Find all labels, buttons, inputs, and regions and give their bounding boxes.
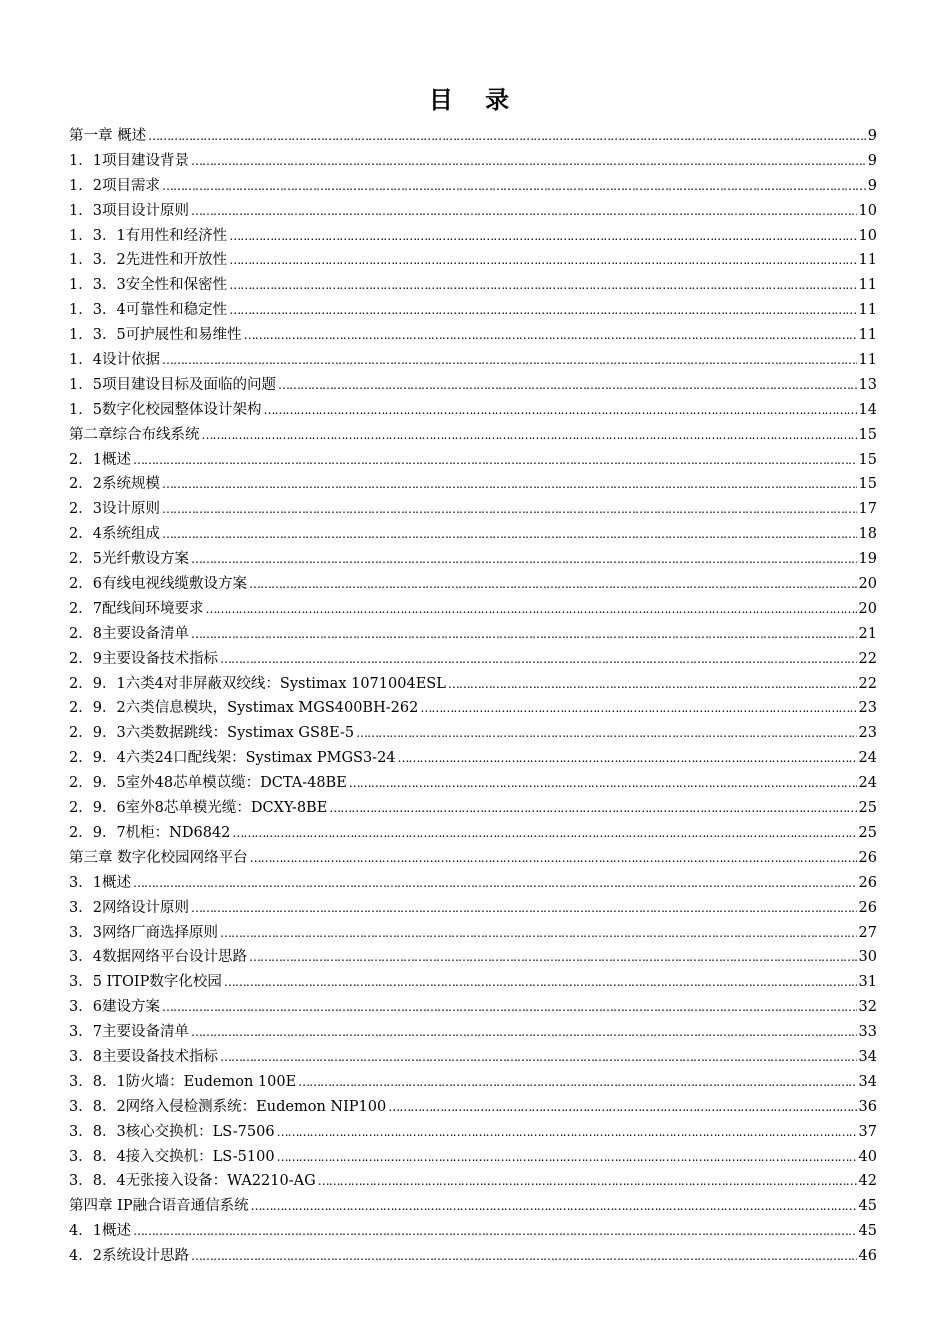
toc-page-number: 46 (858, 1248, 877, 1265)
toc-dot-leader (249, 572, 857, 597)
toc-entry-title: 2．1概述 (69, 451, 131, 468)
toc-entry-title: 2．9．2六类信息模块，Systimax MGS400BH-262 (69, 700, 419, 717)
toc-entry-title: 2．9．6室外8芯单模光缆：DCXY-8BE (69, 800, 328, 817)
toc-entry[interactable] (69, 796, 877, 821)
toc-entry[interactable] (69, 995, 877, 1020)
toc-entry[interactable] (69, 149, 877, 174)
toc-dot-leader (298, 1070, 856, 1095)
toc-page-number: 10 (858, 227, 877, 244)
toc-entry-title: 3．4数据网络平台设计思路 (69, 949, 247, 966)
toc-page-number: 19 (858, 551, 877, 568)
toc-dot-leader (191, 622, 857, 647)
toc-entry[interactable] (69, 522, 877, 547)
toc-page-number: 45 (858, 1223, 877, 1240)
toc-title: 目 录 (428, 85, 522, 114)
toc-page-number: 26 (858, 899, 877, 916)
toc-dot-leader (133, 871, 857, 896)
toc-dot-leader (205, 597, 856, 622)
toc-dot-leader (229, 298, 856, 323)
toc-page-number: 37 (858, 1123, 877, 1140)
toc-entry[interactable] (69, 871, 877, 896)
toc-entry-title: 3．8主要设备技术指标 (69, 1048, 218, 1065)
toc-page-number: 24 (858, 775, 877, 792)
toc-dot-leader (329, 796, 856, 821)
toc-entry[interactable] (69, 1045, 877, 1070)
toc-entry-title: 3．6建设方案 (69, 999, 160, 1016)
toc-entry-title: 第一章 概述 (69, 128, 147, 144)
toc-page-number: 26 (858, 874, 877, 891)
toc-page-number: 11 (858, 277, 877, 294)
toc-entry-title: 3．7主要设备清单 (69, 1024, 189, 1041)
toc-entry[interactable] (69, 721, 877, 746)
toc-entry[interactable] (69, 696, 877, 721)
toc-dot-leader (191, 149, 866, 174)
toc-dot-leader (191, 199, 857, 224)
toc-dot-leader (220, 1045, 857, 1070)
toc-page-number: 20 (858, 576, 877, 593)
toc-entry[interactable] (69, 373, 877, 398)
toc-page-number: 22 (858, 650, 877, 667)
toc-dot-leader (420, 696, 856, 721)
toc-entry[interactable] (69, 1120, 877, 1145)
toc-entry[interactable] (69, 1095, 877, 1120)
toc-page-number: 24 (858, 750, 877, 767)
toc-page-number: 25 (858, 800, 877, 817)
toc-dot-leader (388, 1095, 856, 1120)
toc-dot-leader (249, 945, 857, 970)
toc-page-number: 45 (858, 1198, 877, 1215)
toc-dot-leader (244, 323, 857, 348)
toc-page-number: 11 (858, 302, 877, 319)
toc-dot-leader (162, 472, 857, 497)
toc-dot-leader (263, 398, 856, 423)
toc-entry[interactable] (69, 597, 877, 622)
toc-page-number: 11 (858, 327, 877, 344)
toc-entry-title: 1．3．4可靠性和稳定性 (69, 302, 228, 319)
toc-dot-leader (202, 423, 857, 448)
toc-entry[interactable] (69, 1244, 877, 1269)
toc-entry-title: 3．8．4无张接入设备：WA2210-AG (69, 1173, 316, 1190)
toc-page-number: 20 (858, 600, 877, 617)
toc-dot-leader (191, 1244, 857, 1269)
toc-entry[interactable] (69, 572, 877, 597)
toc-dot-leader (229, 248, 856, 273)
toc-page-number: 31 (858, 974, 877, 991)
toc-entry-title: 2．9．1六类4对非屏蔽双绞线：Systimax 1071004ESL (69, 675, 446, 692)
toc-entry-title: 3．8．2网络入侵检测系统：Eudemon NIP100 (69, 1098, 387, 1115)
toc-page-number: 26 (858, 849, 877, 866)
toc-page-number: 9 (867, 177, 877, 194)
toc-page-number: 42 (858, 1173, 877, 1190)
toc-entry-title: 2．9．4六类24口配线架：Systimax PMGS3-24 (69, 750, 396, 767)
toc-entry[interactable] (69, 273, 877, 298)
toc-dot-leader (162, 522, 857, 547)
toc-list (69, 124, 877, 1269)
toc-page-number: 30 (858, 949, 877, 966)
toc-entry[interactable] (69, 472, 877, 497)
toc-page-number: 21 (858, 625, 877, 642)
toc-page-number: 27 (858, 924, 877, 941)
toc-page-number: 40 (858, 1148, 877, 1165)
toc-dot-leader (162, 174, 866, 199)
toc-dot-leader (220, 647, 857, 672)
toc-entry-title: 1．3．2先进性和开放性 (69, 252, 228, 269)
toc-page-number: 23 (858, 700, 877, 717)
toc-entry[interactable] (69, 622, 877, 647)
toc-entry-title: 第二章综合布线系统 (69, 426, 200, 443)
toc-entry[interactable] (69, 746, 877, 771)
toc-entry[interactable] (69, 547, 877, 572)
toc-entry[interactable] (69, 323, 877, 348)
toc-page-number: 11 (858, 352, 877, 369)
toc-entry[interactable] (69, 497, 877, 522)
toc-entry-title: 1．5数字化校园整体设计架构 (69, 401, 262, 418)
toc-dot-leader (191, 1020, 857, 1045)
toc-entry[interactable] (69, 647, 877, 672)
toc-page-number: 18 (858, 526, 877, 543)
toc-dot-leader (277, 1145, 857, 1170)
toc-entry[interactable] (69, 248, 877, 273)
toc-dot-leader (148, 124, 866, 149)
toc-entry-title: 2．5光纤敷设方案 (69, 551, 189, 568)
toc-entry-title: 第三章 数字化校园网络平台 (69, 849, 248, 866)
toc-entry-title: 2．6有线电视线缆敷设方案 (69, 576, 247, 593)
toc-page-number: 25 (858, 824, 877, 841)
toc-page-number: 13 (858, 376, 877, 393)
toc-page-number: 34 (858, 1073, 877, 1090)
toc-entry-title: 3．8．3核心交换机：LS-7506 (69, 1123, 275, 1140)
toc-entry[interactable] (69, 1194, 877, 1219)
toc-dot-leader (229, 224, 856, 249)
toc-dot-leader (224, 970, 857, 995)
toc-entry[interactable] (69, 174, 877, 199)
toc-page-number: 33 (858, 1024, 877, 1041)
toc-entry-title: 4．2系统设计思路 (69, 1248, 189, 1265)
toc-entry-title: 2．9主要设备技术指标 (69, 650, 218, 667)
toc-entry[interactable] (69, 1020, 877, 1045)
toc-entry-title: 1．4设计依据 (69, 352, 160, 369)
toc-entry[interactable] (69, 970, 877, 995)
toc-dot-leader (133, 448, 857, 473)
toc-dot-leader (229, 273, 856, 298)
toc-page-number: 14 (858, 401, 877, 418)
toc-page-number: 23 (858, 725, 877, 742)
toc-page-number: 22 (858, 675, 877, 692)
toc-entry-title: 3．1概述 (69, 874, 131, 891)
toc-entry[interactable] (69, 896, 877, 921)
toc-entry-title: 1．3项目设计原则 (69, 202, 189, 219)
toc-dot-leader (448, 672, 857, 697)
toc-page-number: 15 (858, 451, 877, 468)
toc-dot-leader (191, 896, 857, 921)
toc-entry-title: 2．2系统规模 (69, 476, 160, 493)
toc-entry-title: 2．9．5室外48芯单模苡缆：DCTA-48BE (69, 775, 347, 792)
toc-entry[interactable] (69, 448, 877, 473)
toc-entry-title: 3．8．1防火墙：Eudemon 100E (69, 1073, 297, 1090)
toc-dot-leader (220, 921, 857, 946)
toc-dot-leader (162, 995, 857, 1020)
toc-entry[interactable] (69, 1145, 877, 1170)
toc-entry-title: 2．4系统组成 (69, 526, 160, 543)
toc-entry[interactable] (69, 921, 877, 946)
toc-entry-title: 1．3．3安全性和保密性 (69, 277, 228, 294)
toc-dot-leader (398, 746, 857, 771)
toc-entry-title: 2．7配线间环境要求 (69, 600, 204, 617)
toc-entry[interactable] (69, 1070, 877, 1095)
toc-page-number: 36 (858, 1098, 877, 1115)
toc-dot-leader (232, 821, 856, 846)
toc-page-number: 11 (858, 252, 877, 269)
toc-entry-title: 2．9．7机柜：ND6842 (69, 824, 231, 841)
toc-entry-title: 3．8．4接入交换机：LS-5100 (69, 1148, 275, 1165)
toc-entry-title: 第四章 IP融合语音通信系统 (69, 1198, 249, 1215)
toc-dot-leader (191, 547, 857, 572)
toc-dot-leader (162, 348, 857, 373)
toc-dot-leader (356, 721, 856, 746)
toc-entry-title: 1．2项目需求 (69, 177, 160, 194)
toc-entry-title: 4．1概述 (69, 1223, 131, 1240)
toc-dot-leader (133, 1219, 857, 1244)
toc-entry[interactable] (69, 298, 877, 323)
toc-entry-title: 2．9．3六类数据跳线：Systimax GS8E-5 (69, 725, 355, 742)
toc-dot-leader (251, 1194, 857, 1219)
toc-entry-title: 2．8主要设备清单 (69, 625, 189, 642)
toc-dot-leader (250, 846, 857, 871)
toc-entry-title: 3．3网络厂商选择原则 (69, 924, 218, 941)
toc-page-number: 9 (867, 152, 877, 169)
toc-page-number: 17 (858, 501, 877, 518)
toc-entry[interactable] (69, 423, 877, 448)
toc-page-number: 15 (858, 426, 877, 443)
toc-entry[interactable] (69, 199, 877, 224)
toc-entry[interactable] (69, 846, 877, 871)
toc-entry-title: 1．5项目建设目标及面临的问题 (69, 376, 276, 393)
toc-entry[interactable] (69, 398, 877, 423)
toc-entry-title: 2．3设计原则 (69, 501, 160, 518)
toc-dot-leader (318, 1169, 857, 1194)
toc-entry[interactable] (69, 348, 877, 373)
toc-page-number: 10 (858, 202, 877, 219)
toc-entry[interactable] (69, 771, 877, 796)
toc-entry-title: 1．1项目建设背景 (69, 152, 189, 169)
toc-page-number: 9 (867, 128, 877, 144)
toc-entry[interactable] (69, 224, 877, 249)
toc-entry-title: 3．5 ITOIP数字化校园 (69, 974, 222, 991)
toc-dot-leader (277, 1120, 857, 1145)
toc-entry[interactable] (69, 1169, 877, 1194)
toc-entry[interactable] (69, 672, 877, 697)
toc-dot-leader (162, 497, 857, 522)
toc-entry[interactable] (69, 821, 877, 846)
toc-entry[interactable] (69, 124, 877, 149)
toc-entry[interactable] (69, 945, 877, 970)
toc-entry-title: 1．3．5可护展性和易维性 (69, 327, 242, 344)
toc-dot-leader (278, 373, 857, 398)
toc-entry[interactable] (69, 1219, 877, 1244)
toc-entry-title: 3．2网络设计原则 (69, 899, 189, 916)
toc-page-number: 15 (858, 476, 877, 493)
toc-page-number: 34 (858, 1048, 877, 1065)
toc-page-number: 32 (858, 999, 877, 1016)
toc-entry-title: 1．3．1有用性和经济性 (69, 227, 228, 244)
toc-dot-leader (349, 771, 857, 796)
